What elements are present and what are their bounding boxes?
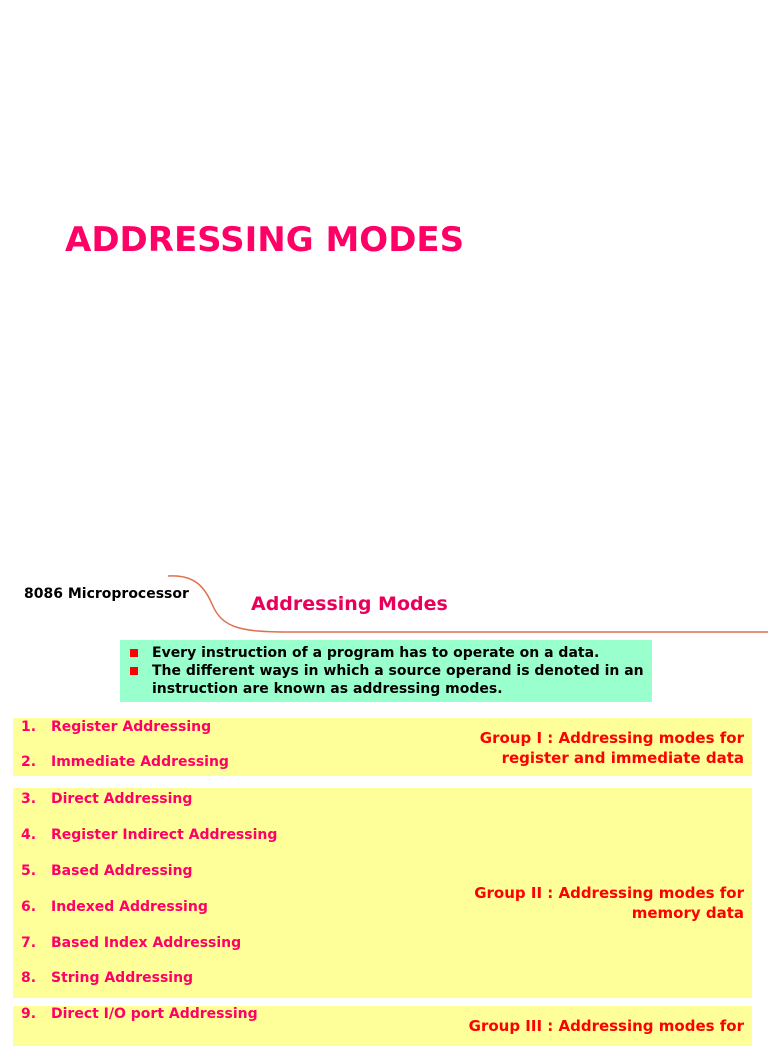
intro-item bbox=[130, 662, 644, 698]
intro-text: Every instruction of a program has to operate on a data. bbox=[152, 645, 600, 661]
group-2-box bbox=[13, 788, 752, 998]
mode-item: 6. Indexed Addressing bbox=[21, 899, 208, 915]
square-bullet-icon bbox=[130, 649, 138, 657]
cover-title: ADDRESSING MODES bbox=[65, 220, 465, 260]
group-label: Group I : Addressing modes for register and immediate data bbox=[479, 729, 744, 767]
square-bullet-icon bbox=[130, 667, 138, 675]
mode-item: 4. Register Indirect Addressing bbox=[21, 827, 278, 843]
slide-title: Addressing Modes bbox=[251, 593, 448, 615]
group-1-box bbox=[13, 718, 752, 776]
mode-item: 9. Direct I/O port Addressing bbox=[21, 1006, 258, 1022]
group-label: Group III : Addressing modes for bbox=[468, 1017, 744, 1035]
course-label: 8086 Microprocessor bbox=[24, 586, 189, 602]
mode-item: 5. Based Addressing bbox=[21, 863, 193, 879]
mode-item: 8. String Addressing bbox=[21, 970, 194, 986]
intro-text: The different ways in which a source operand is denoted in an instruction are known as addressing modes. bbox=[152, 663, 644, 697]
intro-item bbox=[130, 644, 644, 662]
mode-item: 3. Direct Addressing bbox=[21, 791, 193, 807]
mode-item: 7. Based Index Addressing bbox=[21, 935, 242, 951]
mode-item: 1. Register Addressing bbox=[21, 719, 212, 735]
group-label: Group II : Addressing modes for memory data bbox=[474, 884, 744, 922]
intro-box bbox=[120, 640, 652, 702]
group-3-box bbox=[13, 1006, 752, 1046]
mode-item: 2. Immediate Addressing bbox=[21, 754, 229, 770]
